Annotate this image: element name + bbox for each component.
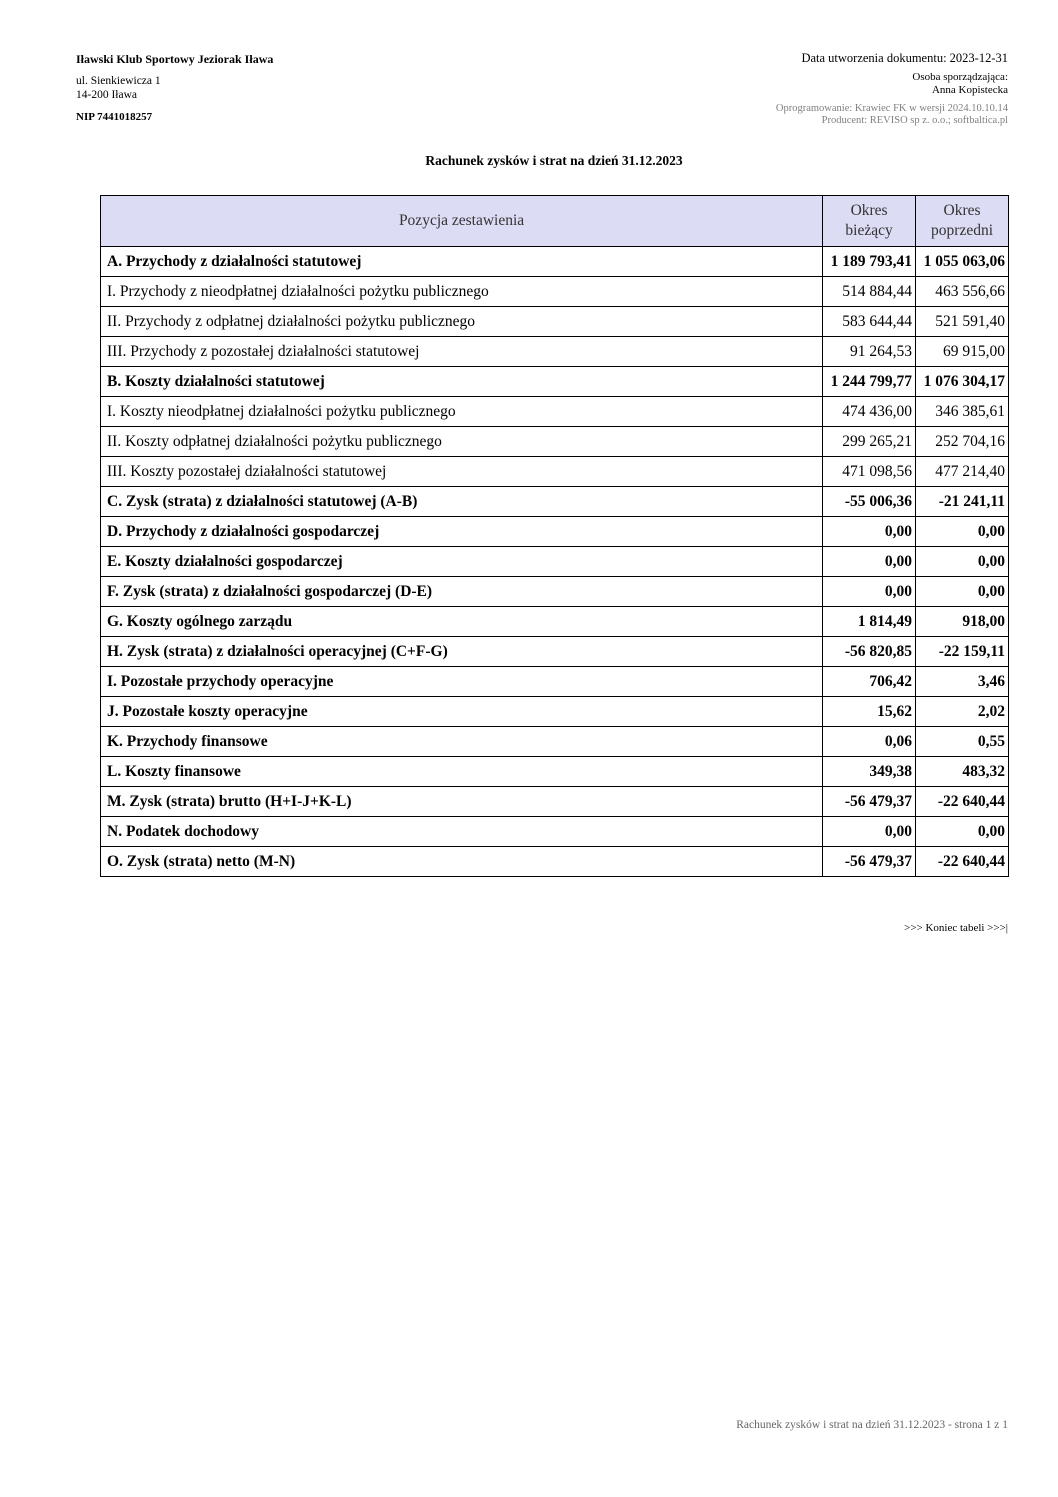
- row-previous-value: 346 385,61: [916, 397, 1009, 427]
- header-current-line1: Okres: [850, 202, 888, 219]
- row-previous-value: 0,00: [916, 577, 1009, 607]
- address-line-1: ul. Sienkiewicza 1: [76, 75, 161, 87]
- row-label: II. Koszty odpłatnej działalności pożytku publicznego: [101, 427, 823, 457]
- row-label: I. Przychody z nieodpłatnej działalności pożytku publicznego: [101, 277, 823, 307]
- row-previous-value: -21 241,11: [916, 487, 1009, 517]
- row-current-value: 299 265,21: [823, 427, 916, 457]
- header-current-period: [823, 196, 916, 247]
- row-current-value: -55 006,36: [823, 487, 916, 517]
- table-row: [101, 757, 1009, 787]
- table-row: [101, 787, 1009, 817]
- software-info: Oprogramowanie: Krawiec FK w wersji 2024.10.10.14: [775, 103, 1008, 114]
- table-row: [101, 577, 1009, 607]
- row-previous-value: 0,55: [916, 727, 1009, 757]
- table-row: [101, 727, 1009, 757]
- row-current-value: 474 436,00: [823, 397, 916, 427]
- row-previous-value: 0,00: [916, 517, 1009, 547]
- header-previous-line2: poprzedni: [931, 222, 994, 239]
- row-previous-value: 0,00: [916, 817, 1009, 847]
- producer-info: Producent: REVISO sp z. o.o.; softbaltica.pl: [821, 115, 1008, 126]
- header-current-line2: bieżący: [845, 222, 893, 239]
- table-row: [101, 307, 1009, 337]
- row-current-value: 0,00: [823, 517, 916, 547]
- row-current-value: 0,00: [823, 817, 916, 847]
- row-label: G. Koszty ogólnego zarządu: [101, 607, 823, 637]
- report-title: Rachunek zysków i strat na dzień 31.12.2023: [425, 153, 683, 168]
- row-previous-value: 477 214,40: [916, 457, 1009, 487]
- row-previous-value: 521 591,40: [916, 307, 1009, 337]
- profit-loss-table: [100, 195, 1009, 877]
- table-row: [101, 697, 1009, 727]
- document-meta: [776, 52, 1008, 127]
- row-current-value: 15,62: [823, 697, 916, 727]
- row-label: H. Zysk (strata) z działalności operacyjnej (C+F-G): [101, 637, 823, 667]
- table-row: [101, 607, 1009, 637]
- table-row: [101, 817, 1009, 847]
- row-current-value: 0,06: [823, 727, 916, 757]
- row-current-value: 706,42: [823, 667, 916, 697]
- header-previous-line1: Okres: [943, 202, 981, 219]
- nip-number: NIP 7441018257: [76, 111, 153, 123]
- creation-date: Data utworzenia dokumentu: 2023-12-31: [801, 51, 1008, 65]
- row-label: I. Pozostałe przychody operacyjne: [101, 667, 823, 697]
- row-current-value: -56 479,37: [823, 847, 916, 877]
- row-label: II. Przychody z odpłatnej działalności pożytku publicznego: [101, 307, 823, 337]
- row-label: III. Przychody z pozostałej działalności statutowej: [101, 337, 823, 367]
- prepared-by-label: Osoba sporządzająca:: [912, 71, 1008, 83]
- table-row: [101, 547, 1009, 577]
- organization-name: Iławski Klub Sportowy Jeziorak Iława: [76, 52, 274, 66]
- row-previous-value: 918,00: [916, 607, 1009, 637]
- table-row: [101, 457, 1009, 487]
- table-row: [101, 247, 1009, 277]
- row-label: C. Zysk (strata) z działalności statutowej (A-B): [101, 487, 823, 517]
- row-previous-value: 1 076 304,17: [916, 367, 1009, 397]
- row-current-value: 583 644,44: [823, 307, 916, 337]
- row-label: I. Koszty nieodpłatnej działalności pożytku publicznego: [101, 397, 823, 427]
- row-current-value: 514 884,44: [823, 277, 916, 307]
- row-previous-value: -22 640,44: [916, 787, 1009, 817]
- header-position: Pozycja zestawienia: [101, 196, 823, 247]
- row-previous-value: 483,32: [916, 757, 1009, 787]
- row-label: M. Zysk (strata) brutto (H+I-J+K-L): [101, 787, 823, 817]
- row-previous-value: 1 055 063,06: [916, 247, 1009, 277]
- row-label: O. Zysk (strata) netto (M-N): [101, 847, 823, 877]
- row-current-value: 0,00: [823, 547, 916, 577]
- table-row: [101, 667, 1009, 697]
- row-current-value: 1 244 799,77: [823, 367, 916, 397]
- row-label: III. Koszty pozostałej działalności statutowej: [101, 457, 823, 487]
- row-previous-value: 2,02: [916, 697, 1009, 727]
- row-previous-value: 252 704,16: [916, 427, 1009, 457]
- table-row: [101, 637, 1009, 667]
- prepared-by-name: Anna Kopistecka: [931, 84, 1008, 96]
- row-current-value: 1 189 793,41: [823, 247, 916, 277]
- row-label: F. Zysk (strata) z działalności gospodarczej (D-E): [101, 577, 823, 607]
- end-of-table-marker: >>> Koniec tabeli >>>|: [904, 922, 1008, 934]
- row-current-value: 349,38: [823, 757, 916, 787]
- row-label: A. Przychody z działalności statutowej: [101, 247, 823, 277]
- row-label: L. Koszty finansowe: [101, 757, 823, 787]
- row-label: N. Podatek dochodowy: [101, 817, 823, 847]
- row-label: B. Koszty działalności statutowej: [101, 367, 823, 397]
- row-current-value: 471 098,56: [823, 457, 916, 487]
- row-label: J. Pozostałe koszty operacyjne: [101, 697, 823, 727]
- table-row: [101, 517, 1009, 547]
- row-previous-value: 463 556,66: [916, 277, 1009, 307]
- row-current-value: -56 820,85: [823, 637, 916, 667]
- row-previous-value: 69 915,00: [916, 337, 1009, 367]
- page-footer: Rachunek zysków i strat na dzień 31.12.2023 - strona 1 z 1: [736, 1419, 1008, 1431]
- row-current-value: -56 479,37: [823, 787, 916, 817]
- table-row: [101, 337, 1009, 367]
- row-label: K. Przychody finansowe: [101, 727, 823, 757]
- table-row: [101, 847, 1009, 877]
- row-previous-value: 0,00: [916, 547, 1009, 577]
- table-row: [101, 397, 1009, 427]
- table-row: [101, 277, 1009, 307]
- row-current-value: 1 814,49: [823, 607, 916, 637]
- address-line-2: 14-200 Iława: [76, 89, 137, 101]
- row-previous-value: -22 159,11: [916, 637, 1009, 667]
- row-label: D. Przychody z działalności gospodarczej: [101, 517, 823, 547]
- row-current-value: 91 264,53: [823, 337, 916, 367]
- organization-info: [76, 52, 273, 124]
- row-label: E. Koszty działalności gospodarczej: [101, 547, 823, 577]
- row-current-value: 0,00: [823, 577, 916, 607]
- table-row: [101, 487, 1009, 517]
- row-previous-value: -22 640,44: [916, 847, 1009, 877]
- row-previous-value: 3,46: [916, 667, 1009, 697]
- table-header-row: [101, 196, 1009, 247]
- header-previous-period: [916, 196, 1009, 247]
- table-row: [101, 427, 1009, 457]
- table-row: [101, 367, 1009, 397]
